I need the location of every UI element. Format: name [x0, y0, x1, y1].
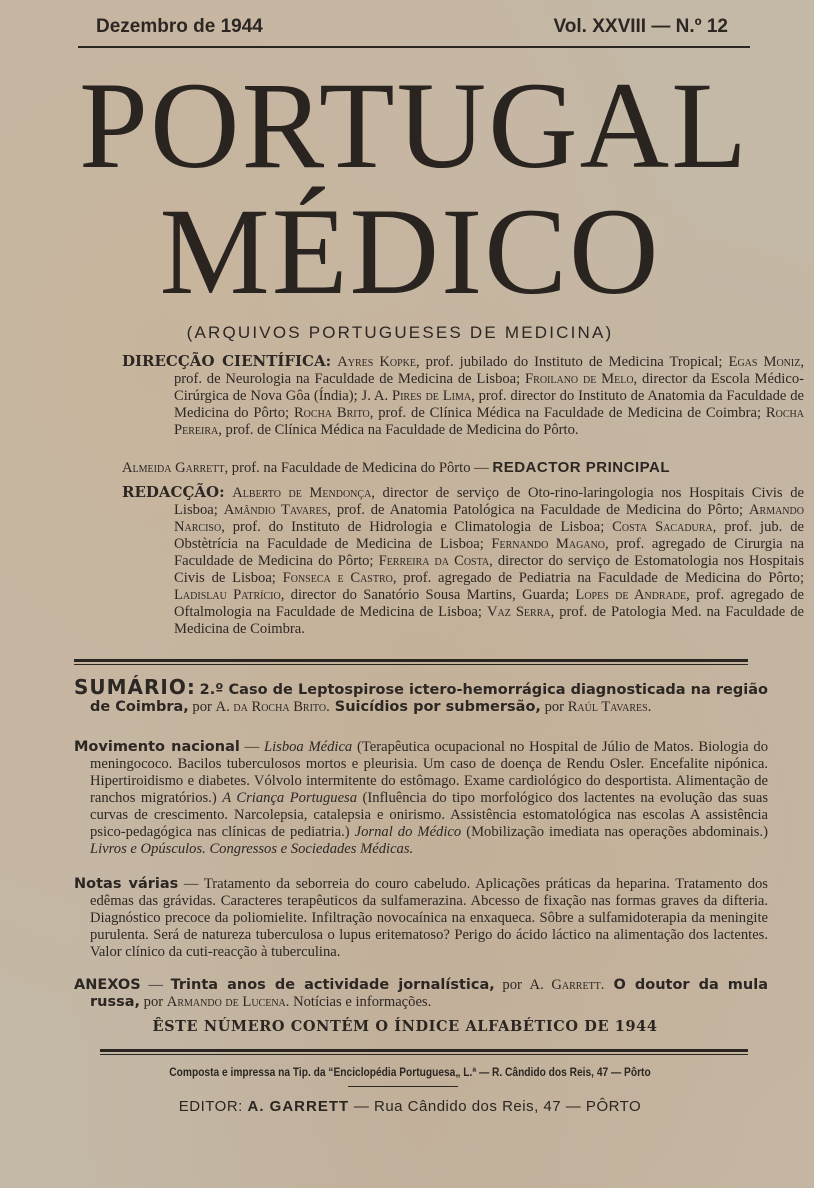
- person-name: Fernando Magano: [491, 536, 606, 552]
- person-role: , prof. de Anatomia Patológica na Faculdade de Medicina do Pôrto;: [327, 502, 749, 518]
- extra-sections: Livros e Opúsculos. Congressos e Sociedades Médicas.: [90, 841, 414, 857]
- masthead-subtitle: (ARQUIVOS PORTUGUESES DE MEDICINA): [186, 323, 614, 342]
- news-item: Notícias e informações.: [289, 994, 432, 1010]
- header-rule: [78, 46, 750, 48]
- person-role: , prof. de Patologia Med. na Faculdade de Medicina de Coimbra.: [174, 604, 804, 637]
- person-name: Amândio Tavares: [223, 502, 328, 518]
- index-notice: ÊSTE NÚMERO CONTÉM O ÍNDICE ALFABÉTICO DE 1944: [152, 1018, 658, 1035]
- person-name: Armando Narciso: [174, 502, 804, 535]
- person-role: , prof. na Faculdade de Medicina do Pôrto —: [224, 460, 493, 476]
- person-name: Vaz Serra: [486, 604, 551, 620]
- redaccao: [122, 484, 804, 638]
- person-name: Ferreira da Costa: [378, 553, 490, 569]
- editor-line: [60, 1098, 760, 1115]
- person-role: , prof. do Instituto de Hidrologia e Climatologia de Lisboa;: [221, 519, 613, 535]
- footer-rule: [100, 1049, 748, 1052]
- person-role: , prof. agregado de Pediatria na Faculdade de Medicina do Pôrto;: [392, 570, 804, 586]
- article-title: Trinta anos de actividade jornalística,: [170, 977, 495, 993]
- person-role: , director da Escola Médico-Cirúrgica de Nova Gôa (Índia);: [174, 371, 805, 404]
- redactor-principal: [122, 459, 762, 477]
- journal-name: A Criança Portuguesa: [222, 790, 358, 806]
- masthead-line-2: MÉDICO: [159, 183, 661, 320]
- direccao-cientifica: [122, 353, 804, 439]
- editor-name: A. GARRETT: [247, 1098, 350, 1115]
- article-author: Raúl Tavares.: [567, 699, 652, 715]
- editor-address: — Rua Cândido dos Reis, 47 — PÔRTO: [349, 1098, 642, 1115]
- dash: —: [239, 739, 264, 755]
- person-role: , prof. director do Instituto de Anatomia da Faculdade de Medicina do Pôrto;: [174, 388, 805, 421]
- person-role: , director do serviço de Estomatologia nos Hospitais Civis de Lisboa;: [174, 553, 804, 586]
- anexos: [74, 977, 768, 1011]
- section-rule: [74, 664, 748, 665]
- section-rule: [74, 659, 748, 662]
- journal-name: Lisboa Médica: [263, 739, 353, 755]
- article-title: O doutor da mula russa,: [90, 977, 768, 1010]
- person-role: , prof. de Clínica Médica na Faculdade de Medicina do Pôrto.: [218, 422, 579, 438]
- person-role: , prof. de Neurologia na Faculdade de Medicina de Lisboa;: [174, 354, 804, 387]
- footer-rule: [100, 1054, 748, 1055]
- movimento-nacional: [74, 739, 768, 858]
- section-label: Notas várias: [74, 876, 179, 892]
- person-name: J. A. Pires de Lima: [361, 388, 472, 404]
- printer-line: Composta e impressa na Tip. da “Enciclopédia Portuguesa„ L.ª — R. Cândido dos Reis, 47 — Pôrto: [169, 1065, 651, 1079]
- person-name: Ladislau Patrício: [174, 587, 281, 603]
- person-name: Costa Sacadura: [612, 519, 713, 535]
- person-name: Rocha Brito: [293, 405, 370, 421]
- byline: por: [540, 699, 568, 715]
- journal-contents: (Influência do tipo morfológico dos lactentes na evolução das suas curvas de crescimento. Narcolepsia, catalepsia e onirismo. Assistência estomatológica nas escolas A assistência psico-pedagógica nas clínicas de pediatria.): [90, 790, 768, 840]
- person-name: Ayres Kopke: [337, 354, 416, 370]
- byline: por: [140, 994, 167, 1010]
- person-role: , prof. jub. de Obstètrícia na Faculdade de Medicina de Lisboa;: [174, 519, 804, 552]
- person-role: , prof. jubilado do Instituto de Medicina Tropical;: [416, 354, 729, 370]
- section-label: Movimento nacional: [74, 739, 240, 755]
- editor-label: EDITOR:: [178, 1098, 248, 1115]
- journal-contents: (Terapêutica ocupacional no Hospital de Júlio de Matos. Biologia do meningococo. Bacilos tuberculosos mortos e pleurisia. Um caso de doença de Rendu Osler. Encefalite nipónica. Hipertiroidismo e diabetes. Vólvolo intermitente do estômago. Exame cardiológico do desportista. Alimentação de ranchos migratórios.): [90, 739, 769, 806]
- masthead-line-1: PORTUGAL: [79, 57, 749, 194]
- person-role: , prof. agregado de Cirurgia na Faculdade de Medicina do Pôrto;: [174, 536, 804, 569]
- notas-varias: [74, 876, 768, 961]
- person-role: , prof. agregado de Oftalmologia na Faculdade de Medicina de Lisboa;: [174, 587, 804, 620]
- person-name: Egas Moniz: [728, 354, 801, 370]
- article-author: A. da Rocha Brito.: [215, 699, 330, 715]
- redaccao-label: REDACÇÃO:: [122, 483, 225, 501]
- person-role: , director do Sanatório Sousa Martins, Guarda;: [280, 587, 576, 603]
- redactor-role: REDACTOR PRINCIPAL: [492, 459, 671, 476]
- dash: —: [140, 977, 171, 993]
- byline: por: [494, 977, 530, 993]
- article-title: Suicídios por submersão,: [329, 699, 541, 715]
- direccao-label: DIRECÇÃO CIENTÍFICA:: [122, 352, 332, 370]
- person-name: Froilano de Melo: [525, 371, 634, 387]
- person-name: Rocha Pereira: [174, 405, 804, 438]
- person-name: Alberto de Mendonça: [232, 485, 372, 501]
- section-label: ANEXOS: [74, 977, 141, 993]
- issue-date: Dezembro de 1944: [96, 16, 263, 37]
- person-name: Lopes de Andrade: [575, 587, 687, 603]
- dash: —: [178, 876, 204, 892]
- footer-short-rule: [348, 1086, 458, 1087]
- article-author: Armando de Lucena.: [166, 994, 290, 1010]
- article-author: A. Garrett.: [529, 977, 605, 993]
- sumario: [74, 675, 768, 716]
- person-name: Almeida Garrett: [122, 460, 225, 476]
- article-title: 2.º Caso de Leptospirose ictero-hemorrágica diagnosticada na região de Coimbra,: [90, 682, 768, 715]
- journal-name: Jornal do Médico: [354, 824, 462, 840]
- person-name: Fonseca e Castro: [282, 570, 393, 586]
- person-role: , prof. de Clínica Médica na Faculdade de Medicina de Coimbra;: [369, 405, 766, 421]
- issue-volume: Vol. XXVIII — N.º 12: [553, 16, 728, 37]
- person-role: , director de serviço de Oto-rino-laringologia nos Hospitais Civis de Lisboa;: [174, 485, 804, 518]
- notas-contents: Tratamento da seborreia do couro cabeludo. Aplicações práticas da heparina. Tratamento dos edêmas das grávidas. Caracteres terapêuticos da sulfamerazina. Abcesso de fixação nas formas graves da difteria. Diagnóstico precoce da poliomielite. Infiltração novocaínica na enxaqueca. Sôbre a sulfamidoterapia da meningite purulenta. Será de natureza tuberculosa o lupus eritematoso? Perigo do ácido láctico na alimentação dos lactentes. Valor clínico da cuti-reacção à tuberculina.: [90, 876, 768, 960]
- journal-contents: (Mobilização imediata nas operações abdominais.): [461, 824, 768, 840]
- sumario-label: SUMÁRIO:: [74, 675, 196, 699]
- byline: por: [188, 699, 216, 715]
